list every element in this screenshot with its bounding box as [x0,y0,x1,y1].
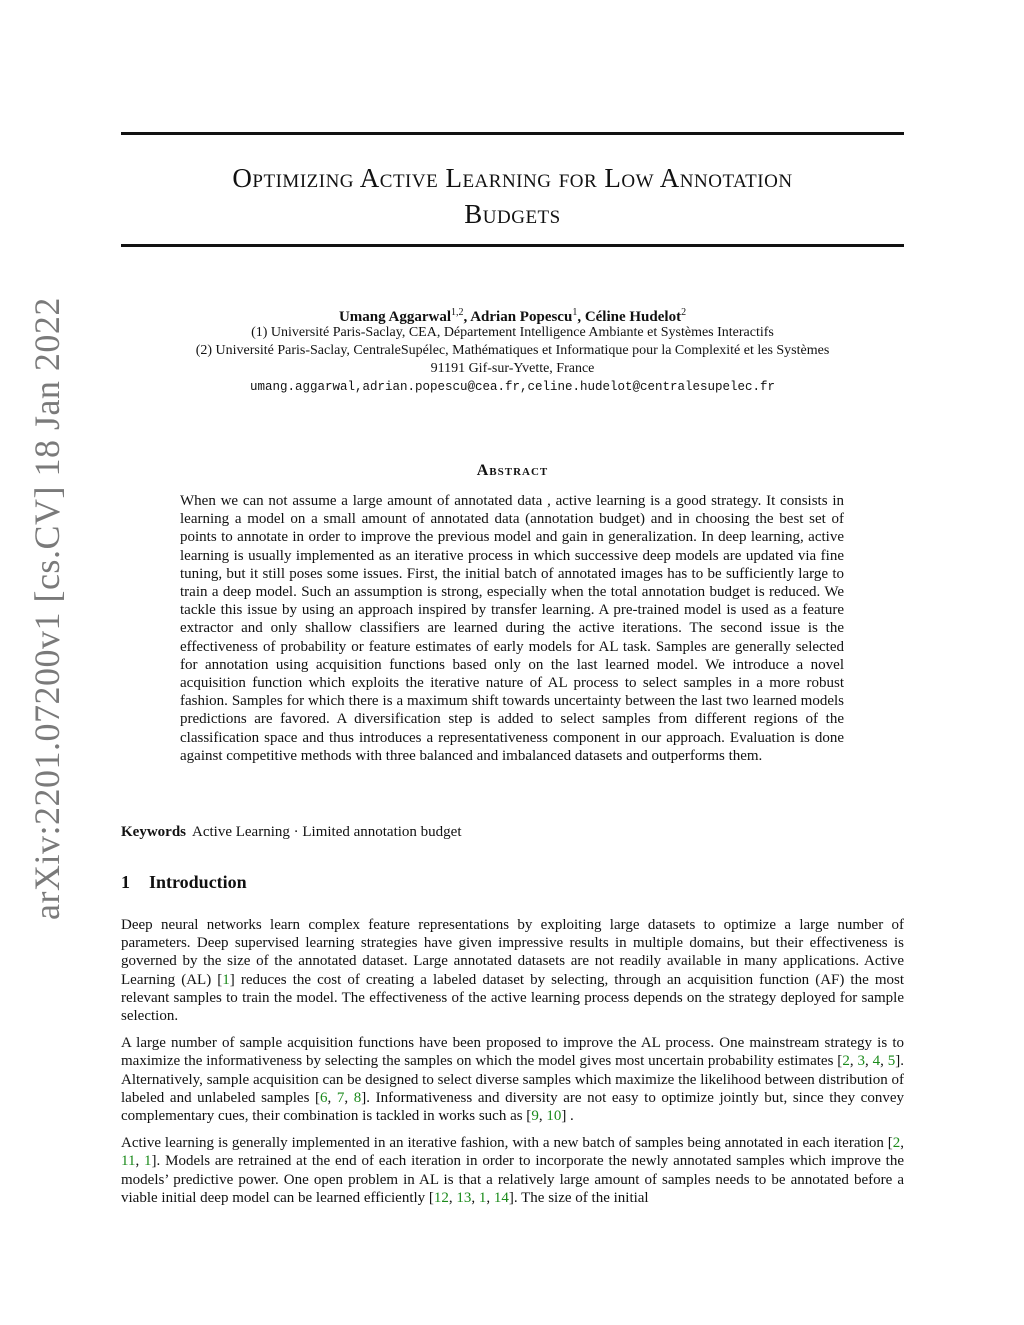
citation-link[interactable]: 4 [872,1053,881,1070]
citation-link[interactable]: 5 [887,1053,896,1070]
title-line-1: Optimizing Active Learning for Low Annotation [232,163,793,193]
citation-link[interactable]: 11 [121,1153,136,1170]
section-heading [121,872,247,893]
citation-link[interactable]: 9 [531,1108,539,1125]
citation-link[interactable]: 6 [320,1089,328,1106]
author-list: Umang Aggarwal$^{1,2}$, Adrian Popescu$^1$, Céline Hudelot$^2$ [338,307,687,325]
author-affil-mark: 2 [681,307,687,318]
citation-link[interactable]: 2 [892,1135,901,1152]
affiliation-1: (1) Université Paris-Saclay, CEA, Département Intelligence Ambiante et Systèmes Interactifs [251,325,774,340]
citation-link[interactable]: 10 [546,1108,562,1125]
paragraph-text: ]. Alternatively, sample acquisition can be designed to select diverse samples which maximize the likelihood between distribution of labeled and unlabeled samples [ [121,1053,905,1106]
paragraph-text: ] . [561,1108,574,1125]
citation-link[interactable]: 1 [222,971,230,988]
paragraph-text: ]. The size of the initial [508,1189,649,1206]
author-name: Adrian Popescu [470,309,573,325]
paragraph-text: ] reduces the cost of creating a labeled dataset by selecting, through an acquisition function (AF) the most relevant samples to train the model. The effectiveness of the active learning process depends on the strategy deployed for sample selection. [121,971,904,1025]
keywords-value: Active Learning · Limited annotation budget [192,824,462,840]
author-name: Céline Hudelot [584,309,682,325]
author-affil-mark: 1 [572,307,578,318]
keywords-label: Keywords [121,824,186,840]
author-name: Umang Aggarwal [338,309,452,325]
paragraph-text: ]. Informativeness and diversity are not easy to optimize jointly but, since they convey complementary cues, their combination is tackled in works such as [ [121,1089,904,1125]
citation-link[interactable]: 12 [433,1189,449,1206]
paragraph-1 [121,916,904,1025]
paragraph-text: Active learning is generally implemented in an iterative fashion, with a new batch of samples being annotated in each iteration [ [121,1135,893,1152]
title-top-rule [121,132,904,135]
section-body [121,916,904,1216]
author-emails: umang.aggarwal,adrian.popescu@cea.fr,celine.hudelot@centralesupelec.fr [249,380,776,394]
affiliation-2: (2) Université Paris-Saclay, CentraleSupélec, Mathématiques et Informatique pour la Complexité et les Systèmes [195,343,830,358]
citation-link[interactable]: 1 [144,1153,152,1170]
abstract-text: When we can not assume a large amount of annotated data , active learning is a good strategy. It consists in learning a model on a small amount of annotated data (annotation budget) and in choosing the best set of points to annotate in order to improve the previous model and gain in generalization. In deep learning, active learning is usually implemented as an iterative process in which successive deep models are updated via fine tuning, but it still poses some issues. First, the initial batch of annotated images has to be sufficiently large to train a deep model. Such an assumption is strong, especially when the total annotation budget is reduced. We tackle this issue by using an approach inspired by transfer learning. A pre-trained model is used as a feature extractor and only shallow classifiers are learned during the active iterations. The second issue is the effectiveness of probability or feature estimates of early models for AL task. Samples are generally selected for annotation using acquisition functions based only on the last learned model. We introduce a novel acquisition function which exploits the iterative nature of AL process to select samples in a more robust fashion. Samples for which there is a maximum shift towards uncertainty between the last two learned models predictions are favored. A diversification step is added to select samples from different regions of the classification space and thus introduces a representativeness component in our approach. Evaluation is done against competitive methods with three balanced and imbalanced datasets and outperforms them. [180,493,844,764]
citation-link[interactable]: 2 [842,1053,850,1070]
author-affil-mark: 1,2 [451,307,464,318]
paragraph-text: A large number of sample acquisition functions have been proposed to improve the AL process. One mainstream strategy is to maximize the informativeness by selecting the samples on which the model gives most uncertain probability estimates [ [121,1035,904,1070]
paragraph-3: Active learning is generally implemented in an iterative fashion, with a new batch of samples being annotated in each iteration [2, 11, 1]. Models are retrained at the end of each iteration in order to incorporate the newly annotated samples which improve the models’ predictive power. One open problem in AL is that a relatively large amount of samples needs to be annotated before a viable initial deep model can be learned efficiently [12, 13, 1, 14]. The size of the initial [121,1135,904,1206]
affiliation-address: 91191 Gif-sur-Yvette, France [430,361,595,376]
citation-link[interactable]: 13 [456,1189,472,1206]
arxiv-stamp: arXiv:2201.07200v1 [cs.CV] 18 Jan 2022 [27,297,67,920]
citation-link[interactable]: 8 [353,1089,362,1106]
citation-link[interactable]: 3 [857,1053,865,1070]
citation-link[interactable]: 14 [493,1189,509,1206]
title-bottom-rule [121,244,904,247]
paragraph-text: ]. Models are retrained at the end of each iteration in order to incorporate the newly annotated samples which improve the models’ predictive power. One open problem in AL is that a relatively large amount of samples needs to be annotated before a viable initial deep model can be learned efficiently [ [121,1153,904,1206]
keywords-line [121,824,462,841]
paragraph-text: Deep neural networks learn complex feature representations by exploiting large datasets to optimize a large number of parameters. Deep supervised learning strategies have given impressive results in multiple domains, but their effectiveness is governed by the size of the annotated dataset. Large annotated datasets are not readily available in many applications. Active Learning (AL) [ [121,917,904,988]
affiliations [121,324,904,396]
section-number: 1 [121,872,130,892]
abstract-heading: Abstract [476,462,549,479]
paragraph-2: A large number of sample acquisition functions have been proposed to improve the AL process. One mainstream strategy is to maximize the informativeness by selecting the samples on which the model gives most uncertain probability estimates [2, 3, 4, 5]. Alternatively, sample acquisition can be designed to select diverse samples which maximize the likelihood between distribution of labeled and unlabeled samples [6, 7, 8]. Informativeness and diversity are not easy to optimize jointly but, since they convey complementary cues, their combination is tackled in works such as [9, 10] . [121,1035,905,1125]
citation-link[interactable]: 1 [478,1189,487,1206]
citation-link[interactable]: 7 [336,1089,345,1106]
title-line-2: Budgets [464,199,561,229]
section-title: Introduction [149,872,247,892]
paper-title [121,160,904,232]
